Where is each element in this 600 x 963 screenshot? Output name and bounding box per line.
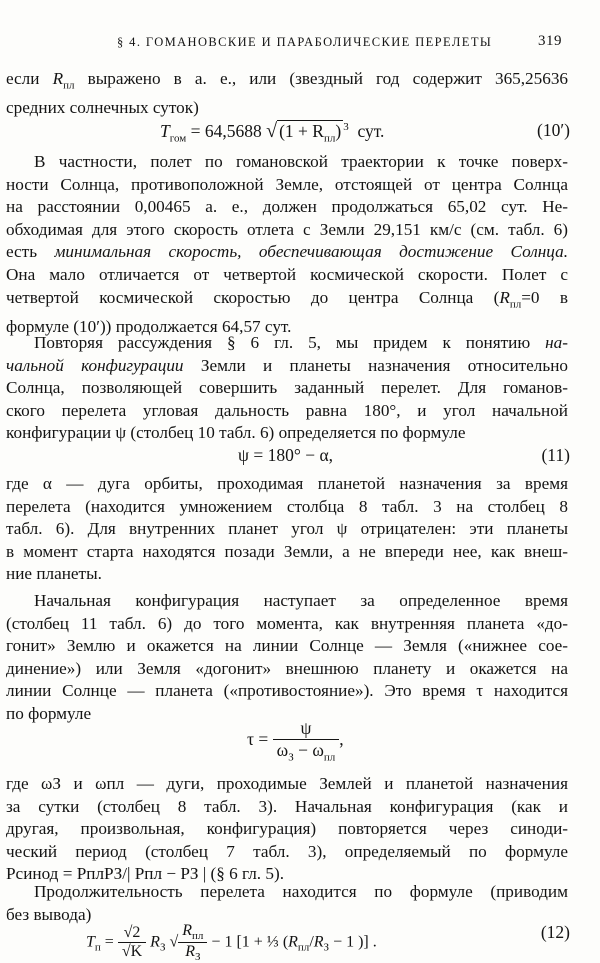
- text-line: Она мало отличается от четвертой космической скорости. Полет с: [6, 264, 568, 284]
- text-line: перелета (находится умножением столбца 8 табл. 3 на столбец 8: [6, 496, 568, 516]
- text-line: средних солнечных суток): [6, 98, 199, 118]
- paragraph-8: [6, 881, 568, 926]
- text-line: другая, произвольная, конфигурация) повторяется через синоди-: [6, 819, 568, 839]
- text-line: табл. 6). Для внутренних планет угол ψ отрицателен: эти планеты: [6, 519, 568, 539]
- text-line: обходимая для этого скорость отлета с Земли 29,151 км/с (см. табл. 6): [6, 219, 568, 239]
- equation-number: (10′): [537, 120, 570, 140]
- text-line: четвертой космической скоростью до центра Солнца ($R_{пл}=0$ в: [6, 287, 568, 310]
- formula-body: ψ = 180° − α,: [238, 445, 333, 465]
- paragraph-6: [6, 773, 568, 886]
- text-line: Начальная конфигурация наступает за определенное время: [34, 591, 568, 610]
- formula-body: τ = $\frac{\psi}{\omega_З - \omega_{пл}}$ ,: [247, 718, 344, 764]
- text-line: если $R_{пл}$ выражено в а. е., или (звездный год содержит 365,25636: [6, 69, 569, 92]
- paragraph-3: [6, 332, 568, 445]
- text-line: гонит» Землю и окажется на линии Солнце — Земля («нижнее сое-: [6, 636, 568, 656]
- text-line: в момент старта находятся позади Земли, а не впереди нее, как внеш-: [6, 541, 568, 561]
- paragraph-1: [6, 68, 568, 120]
- text-line: за сутки (столбец 8 табл. 3). Начальная конфигурация (как и: [6, 796, 568, 816]
- paragraph-5: [6, 590, 568, 726]
- running-header: [0, 33, 600, 53]
- text-line: (столбец 11 табл. 6) до того момента, как внутренняя планета «до-: [6, 613, 568, 633]
- formula-body: $T_п$ = $\frac{√2}{√K}$ $R_З$ √ $\frac{R_{пл}}{R_З}$ − 1 [1 + ⅓ ($R_{пл}/R_З - 1$ )] .: [86, 922, 377, 963]
- text-line: линии Солнце — планета («противостояние»). Это время τ находится: [6, 681, 568, 701]
- text-line: без вывода): [6, 904, 92, 924]
- text-line: ского перелета угловая дальность равна 180°, и угол начальной: [6, 400, 568, 420]
- paragraph-4: [6, 473, 568, 586]
- text-line: на расстоянии 0,00465 а. е., должен продолжаться 65,02 сут. Не-: [6, 197, 568, 217]
- page-number: 319: [538, 33, 562, 49]
- text-line: Pсинод = PплPЗ/| Pпл − PЗ | (§ 6 гл. 5).: [6, 864, 285, 884]
- text-line: где ωЗ и ωпл — дуги, проходимые Землей и планетой назначения: [6, 774, 568, 793]
- text-line: ние планеты.: [6, 564, 102, 584]
- equation-number: (12): [540, 922, 570, 942]
- formula-body: $T_{гом} = 64,5688$ √ $(1 + R_{пл})$ $^3$ сут.: [160, 120, 385, 145]
- text-line: формуле (10′)) продолжается 64,57 сут.: [6, 316, 292, 336]
- text-line: по формуле: [6, 703, 92, 723]
- text-line: динение») или Земля «догонит» внешнюю планету и окажется на: [6, 658, 568, 678]
- text-line: ческий период (столбец 7 табл. 3), определяемый по формуле: [6, 841, 568, 861]
- text-line: конфигурации ψ (столбец 10 табл. 6) определяется по формуле: [6, 423, 466, 443]
- equation-number: (11): [541, 445, 570, 465]
- text-line: Солнца, позволяющей совершить заданный перелет. Для гоманов-: [6, 378, 568, 398]
- text-line: Повторяя рассуждения § 6 гл. 5, мы придем к понятию на-: [34, 333, 569, 352]
- text-line: где α — дуга орбиты, проходимая планетой назначения за время: [6, 474, 568, 493]
- text-line: есть минимальная скорость, обеспечивающая достижение Солнца.: [6, 242, 568, 262]
- text-line: чальной конфигурации Земли и планеты назначения относительно: [6, 355, 569, 375]
- section-title: § 4. ГОМАНОВСКИЕ И ПАРАБОЛИЧЕСКИЕ ПЕРЕЛЕТЫ: [117, 35, 493, 49]
- text-line: В частности, полет по гомановской траектории к точке поверх-: [34, 152, 568, 171]
- paragraph-2: [6, 151, 568, 338]
- text-line: Продолжительность перелета находится по формуле (приводим: [34, 882, 568, 901]
- text-line: ности Солнца, противоположной Земле, отстоящей от центра Солнца: [6, 174, 568, 194]
